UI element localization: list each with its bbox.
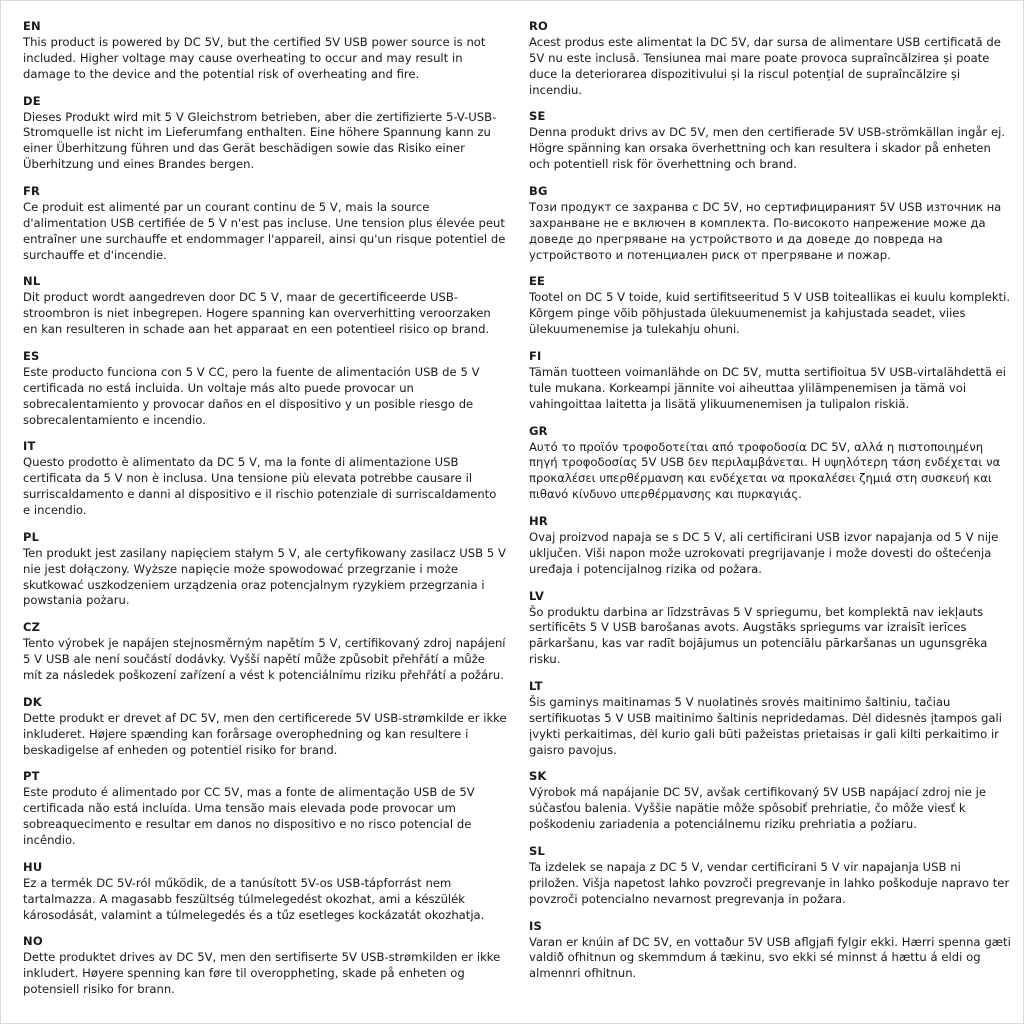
language-entry [23, 19, 507, 83]
language-text: This product is powered by DC 5V, but the certified 5V USB power source is not included. Higher voltage may cause overheating to occur and may result in damage to the device and the potential risk of overheating and fire. [23, 34, 486, 81]
language-entry [529, 919, 1013, 983]
language-code: DE [23, 93, 41, 108]
language-text: Este produto é alimentado por CC 5V, mas a fonte de alimentação USB de 5V certificada não está incluída. Uma tensão mais elevada pode provocar um sobreaquecimento e resultar em danos no dispositivo e no risco potencial de incêndio. [23, 785, 475, 847]
language-text: Tento výrobek je napájen stejnosměrným napětím 5 V, certifikovaný zdroj napájení 5 V USB ale není součástí dodávky. Vyšší napětí může způsobit přehřátí a může mít za následek poškození zařízení a vést k potenciálnímu riziku přehřátí a požáru. [23, 636, 506, 682]
language-code: NO [23, 934, 43, 949]
language-entry [23, 349, 507, 428]
language-text: Dieses Produkt wird mit 5 V Gleichstrom betrieben, aber die zertifizierte 5-V-USB-Stromquelle ist nicht im Lieferumfang enthalten. Eine höhere Spannung kann zu einer Überhitzung führen und das Gerät beschädigen sowie das Risiko einer Überhitzung und eines Brandes bergen. [23, 109, 497, 172]
language-text: Šis gaminys maitinamas 5 V nuolatinės srovės maitinimo šaltiniu, tačiau sertifikuotas 5 V USB maitinimo šaltinis nepridedamas. Dėl didesnės įtampos gali įvykti perkaitimas, dėl kurio gali būti pažeistas prietaisas ir gali kilti perkaitimo ir gaisro pavojus. [529, 694, 1002, 757]
language-text: Questo prodotto è alimentato da DC 5 V, ma la fonte di alimentazione USB certificata da 5 V non è inclusa. Una tensione più elevata potrebbe causare il surriscaldamento e danni al dispositivo e il rischio potenziale di surriscaldamento e incendio. [23, 455, 497, 517]
language-code: PL [23, 529, 40, 544]
language-text: Dit product wordt aangedreven door DC 5 V, maar de gecertificeerde USB-stroombron is niet inbegrepen. Hogere spanning kan oververhitting veroorzaken en kan resulteren in schade aan het apparaat en een potentieel risico op brand. [23, 290, 491, 337]
language-entry [529, 274, 1013, 338]
language-entry [23, 274, 507, 338]
language-code: DK [23, 694, 42, 709]
language-code: EN [23, 19, 41, 33]
language-entry [529, 19, 1013, 98]
language-code: FI [529, 349, 542, 363]
language-entry [23, 184, 507, 263]
language-text: Varan er knúin af DC 5V, en vottaður 5V USB aflgjafi fylgir ekki. Hærri spenna gæti valdið ofhitnun og skemmdum á tækinu, svo ekki sé minnst á hættu á eldi og almennri ofhitnun. [529, 934, 1011, 981]
language-text: Ten produkt jest zasilany napięciem stałym 5 V, ale certyfikowany zasilacz USB 5 V nie jest dołączony. Wyższe napięcie może spowodować przegrzanie i może skutkować uszkodzeniem urządzenia oraz potencjalnym ryzykiem przegrzania i powstania pożaru. [23, 545, 506, 608]
language-code: SK [529, 769, 547, 784]
language-text: Výrobok má napájanie DC 5V, avšak certifikovaný 5V USB napájací zdroj nie je súčasťou balenia. Vyššie napätie môže spôsobiť prehriatie, čo môže viesť k poškodeniu zariadenia a potenciálnemu riziku prehriatia a požiaru. [529, 785, 987, 832]
two-column-layout [23, 19, 1011, 1013]
language-code: LT [529, 679, 543, 693]
language-code: HR [529, 514, 548, 528]
language-code: IS [529, 918, 542, 933]
language-code: SL [529, 844, 546, 858]
language-code: BG [529, 184, 548, 198]
language-code: NL [23, 274, 41, 289]
language-text: Tootel on DC 5 V toide, kuid sertifitseeritud 5 V USB toiteallikas ei kuulu komplekti. Kõrgem pinge võib põhjustada ülekuumenemist ja kahjustada seadet, viies ülekuumenemise ja tulekahju ohuni. [529, 290, 1010, 337]
language-entry [529, 844, 1013, 908]
language-text: Dette produkt er drevet af DC 5V, men den certificerede 5V USB-strømkilde er ikke inkluderet. Højere spænding kan forårsage overophedning og kan resultere i beskadigelse af enheden og potentiel risiko for brand. [23, 710, 507, 757]
language-text: Denna produkt drivs av DC 5V, men den certifierade 5V USB-strömkällan ingår ej. Högre spänning kan orsaka överhettning och kan resultera i skador på enheten och potentiell risk för överhettning och brand. [529, 125, 1006, 172]
language-code: GR [529, 423, 548, 438]
language-text: Šo produktu darbina ar līdzstrāvas 5 V spriegumu, bet komplektā nav iekļauts sertificēts 5 V USB barošanas avots. Augstāks spriegums var izraisīt ierīces pārkaršanu, kas var radīt bojājumus un potenciālu pārkaršanas un ugunsgrēka risku. [529, 604, 988, 667]
left-column [23, 19, 507, 1013]
language-entry [529, 679, 1013, 758]
language-entry [23, 439, 507, 518]
language-entry [23, 934, 507, 998]
language-entry [529, 424, 1013, 503]
language-code: FR [23, 184, 41, 198]
language-text: Tämän tuotteen voimanlähde on DC 5V, mutta sertifioitua 5V USB-virtalähdettä ei tule mukana. Korkeampi jännite voi aiheuttaa ylilämpenemisen ja tämä voi vahingoittaa laitetta ja lisätä ylikuumenemisen ja tulipalon riskiä. [529, 364, 1007, 411]
language-text: Αυτό το προϊόν τροφοδοτείται από τροφοδοσία DC 5V, αλλά η πιστοποιημένη πηγή τροφοδοσίας 5V USB δεν περιλαμβάνεται. Η υψηλότερη τάση ενδέχεται να προκαλέσει υπερθέρμανση και ενδέχεται να προκαλέσει ζημιά στη συσκευή και πιθανό κίνδυνο υπερθέρμανσης και πυρκαγιάς. [529, 439, 1001, 502]
language-code: CZ [23, 620, 41, 635]
language-text: Este producto funciona con 5 V CC, pero la fuente de alimentación USB de 5 V certificada no está incluida. Un voltaje más alto puede provocar un sobrecalentamiento y provocar daños en el dispositivo y un posible riesgo de sobrecalentamiento e incendio. [23, 364, 480, 427]
language-entry [529, 109, 1013, 173]
language-text: Ez a termék DC 5V-ról működik, de a tanúsított 5V-os USB-tápforrást nem tartalmazza. A magasabb feszültség túlmelegedést okozhat, ami a készülék károsodását, valamint a túlmelegedés és a tűz esetleges kockázatát okozhatja. [23, 875, 485, 922]
language-entry [23, 769, 507, 848]
right-column [529, 19, 1013, 1013]
language-text: Ce produit est alimenté par un courant continu de 5 V, mais la source d'alimentation USB certifiée de 5 V n'est pas incluse. Une tension plus élevée peut entraîner une surchauffe et endommager l'appareil, ainsi qu'un risque potentiel de surchauffe et d'incendie. [23, 199, 506, 262]
language-code: IT [23, 439, 36, 454]
language-entry [529, 184, 1013, 263]
language-entry [23, 530, 507, 609]
language-entry [23, 620, 507, 684]
language-text: Този продукт се захранва с DC 5V, но сертифицираният 5V USB източник на захранване не е включен в комплекта. По-високото напрежение може да доведе до прегряване на устройството и да доведе до повреда на устройството и потенциален риск от прегряване и пожар. [529, 199, 1002, 262]
language-entry [529, 349, 1013, 413]
language-code: EE [529, 274, 546, 289]
language-code: ES [23, 349, 40, 363]
language-text: Ta izdelek se napaja z DC 5 V, vendar certificirani 5 V vir napajanja USB ni priložen. Višja napetost lahko povzroči pregrevanje in lahko poškoduje napravo ter povzroči potencialno nevarnost pregrevanja in požara. [529, 859, 1010, 906]
language-entry [23, 860, 507, 924]
language-code: SE [529, 109, 546, 124]
language-code: RO [529, 19, 549, 33]
language-code: HU [23, 859, 43, 874]
language-text: Dette produktet drives av DC 5V, men den sertifiserte 5V USB-strømkilden er ikke inkludert. Høyere spenning kan føre til overoppheting, skade på enheten og potensiell risiko for brann. [23, 950, 501, 997]
language-entry [529, 769, 1013, 833]
language-entry [23, 695, 507, 759]
language-text: Ovaj proizvod napaja se s DC 5 V, ali certificirani USB izvor napajanja od 5 V nije uključen. Viši napon može uzrokovati pregrijavanje i može dovesti do oštećenja uređaja i potencijalnog rizika od požara. [529, 529, 999, 576]
language-text: Acest produs este alimentat la DC 5V, dar sursa de alimentare USB certificată de 5V nu este inclusă. Tensiunea mai mare poate provoca supraîncălzirea și poate duce la deteriorarea dispozitivului și la riscul potențial de supraîncălzire și incendiu. [529, 34, 1001, 97]
language-entry [529, 514, 1013, 578]
language-entry [23, 94, 507, 173]
language-entry [529, 589, 1013, 668]
language-code: LV [529, 588, 545, 603]
language-code: PT [23, 769, 40, 784]
